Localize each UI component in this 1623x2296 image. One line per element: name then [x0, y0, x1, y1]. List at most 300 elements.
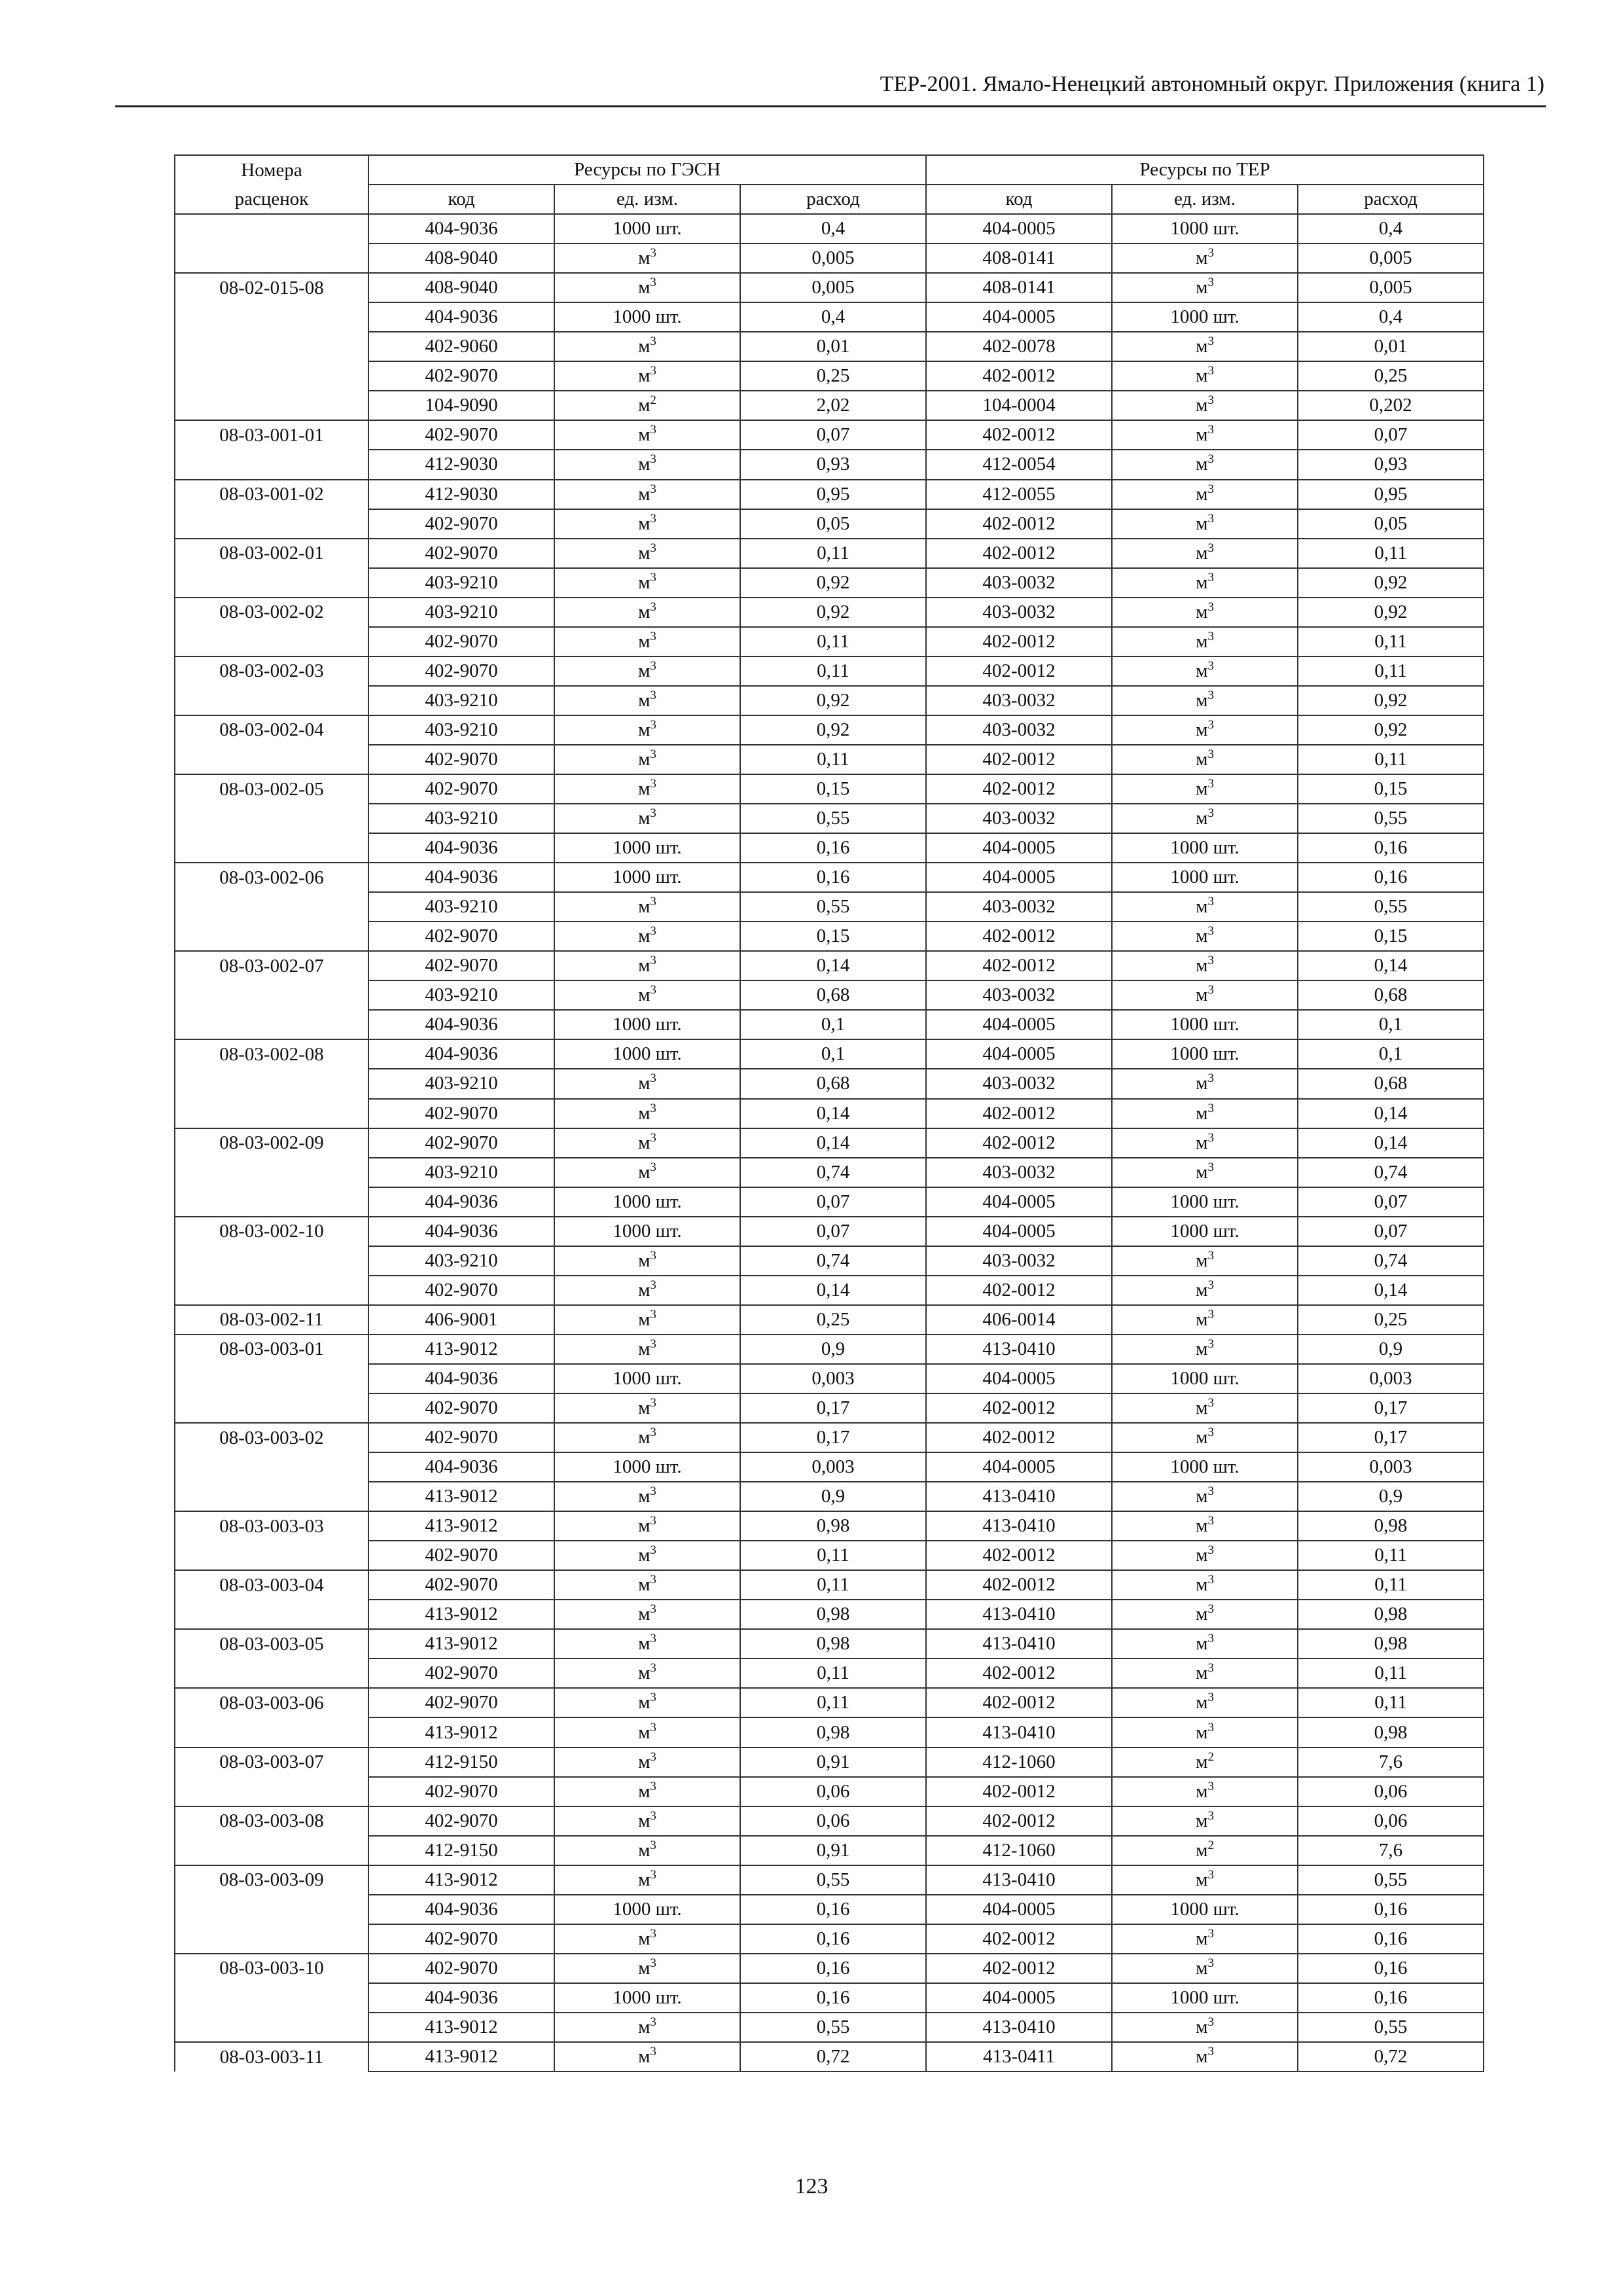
ter-code-cell: 404-0005	[926, 1010, 1112, 1039]
gesn-code-cell: 402-9070	[368, 1924, 554, 1954]
unit-exponent: 3	[1207, 423, 1214, 437]
ter-unit-cell	[1112, 980, 1298, 1010]
gesn-code-cell: 404-9036	[368, 1010, 554, 1039]
ter-code-cell: 402-0012	[926, 1954, 1112, 1983]
unit-text: $м^3$	[1196, 364, 1214, 387]
unit-text: $м^3$	[638, 1160, 656, 1183]
ter-unit-cell	[1112, 1806, 1298, 1836]
ter-code-cell: 413-0410	[926, 1865, 1112, 1895]
rate-number-cell	[175, 1364, 368, 1393]
gesn-code-cell: 404-9036	[368, 1895, 554, 1924]
ter-unit-cell	[1112, 922, 1298, 951]
gesn-code-cell: 403-9210	[368, 804, 554, 833]
ter-code-cell: 402-0012	[926, 656, 1112, 686]
gesn-unit-cell	[554, 509, 740, 539]
table-row	[175, 480, 1484, 509]
rate-number-cell: 08-03-003-06	[175, 1688, 368, 1717]
unit-text: $м^3$	[1196, 452, 1214, 475]
ter-unit-cell	[1112, 1836, 1298, 1865]
gesn-rate-cell: 0,92	[740, 715, 926, 745]
unit-text: $м^3$	[1196, 924, 1214, 947]
gesn-unit-cell	[554, 1335, 740, 1364]
unit-exponent: 3	[1207, 452, 1214, 467]
rate-number-cell: 08-03-003-08	[175, 1806, 368, 1836]
unit-exponent: 3	[650, 246, 656, 260]
unit-text: $м^3$	[1196, 1602, 1214, 1625]
ter-rate-cell: 0,14	[1298, 1099, 1484, 1128]
gesn-unit-cell	[554, 1511, 740, 1541]
unit-text: $м^3$	[638, 1395, 656, 1418]
ter-unit-cell	[1112, 745, 1298, 774]
gesn-rate-cell: 0,003	[740, 1452, 926, 1482]
unit-text: $м^3$	[1196, 1514, 1214, 1537]
unit-exponent: 3	[1207, 1278, 1214, 1292]
gesn-unit-cell	[554, 1276, 740, 1305]
unit-exponent: 3	[650, 806, 656, 821]
unit-exponent: 3	[650, 1395, 656, 1410]
table-row	[175, 1276, 1484, 1305]
ter-code-cell: 403-0032	[926, 598, 1112, 627]
unit-text: $м^3$	[638, 1602, 656, 1625]
ter-rate-cell: 0,11	[1298, 539, 1484, 568]
unit-exponent: 3	[1207, 1602, 1214, 1617]
ter-code-cell: 402-0012	[926, 1099, 1112, 1128]
col-header-gesn-unit: ед. изм.	[554, 185, 740, 214]
rate-number-cell: 08-03-003-05	[175, 1629, 368, 1659]
table-row	[175, 391, 1484, 420]
table-row	[175, 863, 1484, 892]
ter-code-cell: 408-0141	[926, 243, 1112, 273]
table-row	[175, 1717, 1484, 1747]
unit-exponent: 3	[650, 1602, 656, 1617]
unit-text: $м^3$	[638, 1956, 656, 1979]
ter-code-cell: 402-0012	[926, 745, 1112, 774]
gesn-code-cell: 403-9210	[368, 598, 554, 627]
rate-number-cell: 08-03-002-02	[175, 598, 368, 627]
table-row	[175, 804, 1484, 833]
ter-code-cell: 413-0410	[926, 2013, 1112, 2042]
ter-code-cell: 413-0410	[926, 1629, 1112, 1659]
ter-unit-cell	[1112, 1335, 1298, 1364]
ter-code-cell: 403-0032	[926, 980, 1112, 1010]
ter-rate-cell: 0,11	[1298, 656, 1484, 686]
ter-unit-cell	[1112, 361, 1298, 391]
resources-table-container	[174, 154, 1483, 2072]
gesn-code-cell: 412-9150	[368, 1836, 554, 1865]
ter-code-cell: 404-0005	[926, 1217, 1112, 1246]
rate-number-cell	[175, 745, 368, 774]
ter-code-cell: 402-0012	[926, 1688, 1112, 1717]
ter-code-cell: 406-0014	[926, 1305, 1112, 1335]
gesn-unit-cell	[554, 774, 740, 804]
gesn-code-cell: 413-9012	[368, 1335, 554, 1364]
ter-rate-cell: 0,003	[1298, 1452, 1484, 1482]
gesn-unit-cell	[554, 243, 740, 273]
rate-number-cell: 08-03-003-01	[175, 1335, 368, 1364]
unit-exponent: 3	[650, 334, 656, 349]
ter-code-cell: 403-0032	[926, 715, 1112, 745]
ter-rate-cell: 0,9	[1298, 1335, 1484, 1364]
gesn-rate-cell: 0,91	[740, 1748, 926, 1777]
gesn-unit-cell	[554, 1659, 740, 1688]
ter-rate-cell: 0,15	[1298, 922, 1484, 951]
ter-rate-cell: 0,93	[1298, 450, 1484, 479]
table-row	[175, 509, 1484, 539]
table-row	[175, 1305, 1484, 1335]
ter-unit-cell	[1112, 804, 1298, 833]
ter-unit-cell	[1112, 1482, 1298, 1511]
unit-text: $м^3$	[638, 1514, 656, 1537]
table-row	[175, 892, 1484, 922]
unit-exponent: 3	[650, 1484, 656, 1499]
unit-exponent: 3	[1207, 541, 1214, 555]
gesn-unit-cell	[554, 2013, 740, 2042]
gesn-rate-cell: 0,16	[740, 863, 926, 892]
rate-number-cell	[175, 450, 368, 479]
table-row	[175, 1393, 1484, 1423]
gesn-unit-cell	[554, 361, 740, 391]
ter-code-cell: 404-0005	[926, 833, 1112, 863]
unit-exponent: 3	[1207, 1720, 1214, 1734]
unit-exponent: 3	[650, 629, 656, 643]
unit-text: $м^3$	[638, 1543, 656, 1566]
unit-text: $м^3$	[638, 452, 656, 475]
unit-exponent: 3	[650, 1926, 656, 1941]
rate-number-cell: 08-03-002-05	[175, 774, 368, 804]
rate-number-cell	[175, 833, 368, 863]
unit-exponent: 3	[1207, 895, 1214, 909]
ter-rate-cell: 0,9	[1298, 1482, 1484, 1511]
table-row	[175, 951, 1484, 980]
ter-code-cell: 403-0032	[926, 1246, 1112, 1276]
gesn-rate-cell: 0,98	[740, 1629, 926, 1659]
unit-text: $м^3$	[638, 1573, 656, 1596]
rate-number-cell: 08-03-003-11	[175, 2042, 368, 2072]
gesn-code-cell: 404-9036	[368, 214, 554, 243]
gesn-rate-cell: 0,11	[740, 1541, 926, 1570]
ter-rate-cell: 0,16	[1298, 1895, 1484, 1924]
unit-text: 1000 шт.	[613, 218, 682, 240]
unit-text: $м^3$	[638, 511, 656, 534]
gesn-rate-cell: 0,91	[740, 1836, 926, 1865]
unit-text: 1000 шт.	[1170, 1014, 1240, 1035]
unit-exponent: 3	[1207, 1426, 1214, 1440]
unit-exponent: 3	[1207, 511, 1214, 526]
ter-unit-cell	[1112, 1423, 1298, 1452]
unit-text: $м^3$	[638, 895, 656, 918]
rate-number-cell: 08-03-002-09	[175, 1128, 368, 1158]
unit-text: $м^3$	[1196, 1395, 1214, 1418]
ter-rate-cell: 0,11	[1298, 1570, 1484, 1600]
table-row	[175, 1128, 1484, 1158]
unit-exponent: 3	[1207, 1867, 1214, 1882]
ter-unit-cell	[1112, 1895, 1298, 1924]
col-header-gesn-rate: расход	[740, 185, 926, 214]
ter-unit-cell	[1112, 1511, 1298, 1541]
unit-text: $м^3$	[1196, 276, 1214, 298]
gesn-rate-cell: 0,11	[740, 1688, 926, 1717]
ter-unit-cell	[1112, 951, 1298, 980]
gesn-code-cell: 403-9210	[368, 1158, 554, 1187]
ter-code-cell: 402-0012	[926, 1393, 1112, 1423]
gesn-code-cell: 412-9150	[368, 1748, 554, 1777]
rate-number-cell	[175, 509, 368, 539]
unit-text: 1000 шт.	[1170, 867, 1240, 888]
ter-unit-cell	[1112, 480, 1298, 509]
ter-unit-cell	[1112, 598, 1298, 627]
rate-number-cell: 08-03-001-02	[175, 480, 368, 509]
gesn-rate-cell: 0,15	[740, 774, 926, 804]
gesn-code-cell: 408-9040	[368, 273, 554, 302]
rate-number-cell	[175, 980, 368, 1010]
ter-rate-cell: 0,11	[1298, 1541, 1484, 1570]
unit-text: $м^3$	[638, 364, 656, 387]
rate-number-cell: 08-03-002-11	[175, 1305, 368, 1335]
ter-code-cell: 402-0012	[926, 1276, 1112, 1305]
gesn-code-cell: 402-9060	[368, 332, 554, 361]
gesn-rate-cell: 0,17	[740, 1423, 926, 1452]
ter-rate-cell: 0,74	[1298, 1158, 1484, 1187]
unit-text: $м^3$	[638, 658, 656, 681]
rate-number-cell	[175, 1836, 368, 1865]
table-row	[175, 1158, 1484, 1187]
gesn-rate-cell: 0,16	[740, 1983, 926, 2013]
unit-exponent: 3	[650, 658, 656, 673]
ter-unit-cell	[1112, 1748, 1298, 1777]
gesn-code-cell: 402-9070	[368, 1688, 554, 1717]
rate-number-cell	[175, 302, 368, 332]
table-head-row-2	[175, 185, 1484, 214]
gesn-unit-cell	[554, 1895, 740, 1924]
unit-exponent: 3	[650, 423, 656, 437]
unit-exponent: 3	[1207, 1573, 1214, 1587]
ter-code-cell: 413-0411	[926, 2042, 1112, 2072]
unit-exponent: 3	[650, 1426, 656, 1440]
unit-text: $м^3$	[638, 1720, 656, 1743]
col-header-ter: Ресурсы по ТЕР	[926, 155, 1484, 185]
gesn-unit-cell	[554, 568, 740, 598]
gesn-code-cell: 402-9070	[368, 509, 554, 539]
ter-unit-cell	[1112, 302, 1298, 332]
gesn-rate-cell: 0,15	[740, 922, 926, 951]
unit-exponent: 3	[650, 570, 656, 584]
table-row	[175, 1954, 1484, 1983]
ter-unit-cell	[1112, 1777, 1298, 1806]
unit-text: $м^3$	[638, 246, 656, 269]
gesn-unit-cell	[554, 1364, 740, 1393]
unit-text: $м^3$	[1196, 1307, 1214, 1330]
table-head	[175, 155, 1484, 214]
unit-text: $м^3$	[1196, 717, 1214, 740]
unit-text: 1000 шт.	[1170, 218, 1240, 240]
ter-unit-cell	[1112, 539, 1298, 568]
unit-text: $м^3$	[638, 1691, 656, 1713]
header-rule	[115, 105, 1546, 107]
rate-number-cell	[175, 1246, 368, 1276]
ter-rate-cell: 7,6	[1298, 1748, 1484, 1777]
unit-text: $м^3$	[1196, 482, 1214, 505]
ter-unit-cell	[1112, 1983, 1298, 2013]
gesn-code-cell: 403-9210	[368, 715, 554, 745]
unit-text: $м^3$	[638, 1926, 656, 1949]
rate-number-cell	[175, 1600, 368, 1629]
col-header-gesn-code: код	[368, 185, 554, 214]
ter-unit-cell	[1112, 863, 1298, 892]
ter-unit-cell	[1112, 2013, 1298, 2042]
gesn-code-cell: 402-9070	[368, 1128, 554, 1158]
ter-rate-cell: 0,68	[1298, 1069, 1484, 1098]
gesn-rate-cell: 0,74	[740, 1158, 926, 1187]
table-row	[175, 1806, 1484, 1836]
gesn-code-cell: 403-9210	[368, 1069, 554, 1098]
gesn-rate-cell: 0,55	[740, 804, 926, 833]
gesn-rate-cell: 0,07	[740, 1217, 926, 1246]
unit-text: $м^3$	[638, 1101, 656, 1124]
table-row	[175, 686, 1484, 715]
ter-unit-cell	[1112, 1217, 1298, 1246]
table-row	[175, 450, 1484, 479]
unit-exponent: 3	[1207, 983, 1214, 997]
unit-text: $м^3$	[1196, 334, 1214, 357]
unit-text: $м^3$	[1196, 1867, 1214, 1890]
rate-number-cell	[175, 1717, 368, 1747]
gesn-code-cell: 104-9090	[368, 391, 554, 420]
ter-code-cell: 403-0032	[926, 892, 1112, 922]
ter-code-cell: 104-0004	[926, 391, 1112, 420]
ter-unit-cell	[1112, 450, 1298, 479]
gesn-unit-cell	[554, 1246, 740, 1276]
ter-rate-cell: 0,98	[1298, 1511, 1484, 1541]
unit-exponent: 3	[1207, 1248, 1214, 1263]
gesn-code-cell: 403-9210	[368, 980, 554, 1010]
unit-text: $м^3$	[1196, 1926, 1214, 1949]
gesn-code-cell: 404-9036	[368, 1452, 554, 1482]
rate-number-cell	[175, 361, 368, 391]
gesn-unit-cell	[554, 273, 740, 302]
ter-code-cell: 404-0005	[926, 1452, 1112, 1482]
ter-code-cell: 403-0032	[926, 804, 1112, 833]
unit-text: $м^3$	[1196, 1661, 1214, 1684]
gesn-unit-cell	[554, 1452, 740, 1482]
unit-text: $м^3$	[1196, 658, 1214, 681]
gesn-rate-cell: 0,16	[740, 833, 926, 863]
unit-exponent: 3	[650, 717, 656, 732]
gesn-code-cell: 403-9210	[368, 1246, 554, 1276]
ter-code-cell: 413-0410	[926, 1482, 1112, 1511]
unit-exponent: 3	[650, 1956, 656, 1970]
ter-unit-cell	[1112, 1688, 1298, 1717]
unit-exponent: 3	[1207, 2015, 1214, 2029]
col-header-ter-unit: ед. изм.	[1112, 185, 1298, 214]
unit-exponent: 3	[650, 511, 656, 526]
unit-exponent: 3	[1207, 1632, 1214, 1646]
gesn-code-cell: 412-9030	[368, 450, 554, 479]
table-row	[175, 1600, 1484, 1629]
gesn-unit-cell	[554, 1482, 740, 1511]
gesn-unit-cell	[554, 1924, 740, 1954]
rate-number-cell: 08-02-015-08	[175, 273, 368, 302]
unit-exponent: 3	[1207, 1779, 1214, 1793]
gesn-rate-cell: 0,11	[740, 1659, 926, 1688]
unit-text: $м^3$	[638, 777, 656, 799]
gesn-rate-cell: 0,07	[740, 1187, 926, 1217]
gesn-rate-cell: 0,1	[740, 1039, 926, 1069]
table-row	[175, 1069, 1484, 1098]
unit-text: $м^3$	[1196, 600, 1214, 622]
ter-code-cell: 402-0078	[926, 332, 1112, 361]
rate-number-cell: 08-03-003-10	[175, 1954, 368, 1983]
ter-code-cell: 412-0054	[926, 450, 1112, 479]
gesn-rate-cell: 0,9	[740, 1482, 926, 1511]
gesn-code-cell: 413-9012	[368, 2042, 554, 2072]
unit-text: 1000 шт.	[1170, 837, 1240, 859]
table-row	[175, 2013, 1484, 2042]
unit-text: 1000 шт.	[613, 867, 682, 888]
ter-unit-cell	[1112, 1452, 1298, 1482]
ter-unit-cell	[1112, 273, 1298, 302]
unit-text: $м^2$	[1196, 1838, 1214, 1861]
gesn-rate-cell: 0,11	[740, 1570, 926, 1600]
gesn-code-cell: 404-9036	[368, 1364, 554, 1393]
ter-rate-cell: 0,003	[1298, 1364, 1484, 1393]
ter-code-cell: 408-0141	[926, 273, 1112, 302]
unit-exponent: 3	[1207, 806, 1214, 821]
gesn-code-cell: 413-9012	[368, 1511, 554, 1541]
gesn-unit-cell	[554, 214, 740, 243]
unit-text: $м^3$	[1196, 895, 1214, 918]
ter-unit-cell	[1112, 1305, 1298, 1335]
unit-text: $м^3$	[638, 600, 656, 622]
unit-exponent: 3	[650, 1573, 656, 1587]
gesn-unit-cell	[554, 1954, 740, 1983]
ter-unit-cell	[1112, 1600, 1298, 1629]
gesn-code-cell: 402-9070	[368, 627, 554, 656]
table-row	[175, 627, 1484, 656]
unit-exponent: 3	[1207, 1808, 1214, 1823]
unit-exponent: 3	[1207, 570, 1214, 584]
ter-unit-cell	[1112, 686, 1298, 715]
gesn-unit-cell	[554, 1688, 740, 1717]
ter-rate-cell: 0,92	[1298, 598, 1484, 627]
unit-text: $м^3$	[638, 1071, 656, 1094]
ter-code-cell: 404-0005	[926, 1187, 1112, 1217]
unit-text: 1000 шт.	[613, 1043, 682, 1065]
gesn-code-cell: 402-9070	[368, 1806, 554, 1836]
ter-code-cell: 403-0032	[926, 1069, 1112, 1098]
unit-text: $м^3$	[638, 1779, 656, 1802]
gesn-rate-cell: 0,98	[740, 1717, 926, 1747]
unit-exponent: 3	[650, 954, 656, 968]
rate-number-cell: 08-03-001-01	[175, 420, 368, 450]
ter-unit-cell	[1112, 391, 1298, 420]
rate-number-cell: 08-03-002-03	[175, 656, 368, 686]
table-row	[175, 922, 1484, 951]
unit-text: $м^3$	[1196, 954, 1214, 977]
ter-unit-cell	[1112, 1570, 1298, 1600]
rate-number-cell	[175, 1482, 368, 1511]
unit-text: $м^3$	[638, 482, 656, 505]
ter-code-cell: 413-0410	[926, 1511, 1112, 1541]
table-row	[175, 1983, 1484, 2013]
gesn-unit-cell	[554, 1717, 740, 1747]
table-row	[175, 715, 1484, 745]
rate-number-cell: 08-03-002-10	[175, 1217, 368, 1246]
gesn-code-cell: 402-9070	[368, 1276, 554, 1305]
gesn-rate-cell: 0,4	[740, 214, 926, 243]
gesn-code-cell: 404-9036	[368, 833, 554, 863]
gesn-unit-cell	[554, 598, 740, 627]
unit-text: $м^3$	[638, 924, 656, 947]
